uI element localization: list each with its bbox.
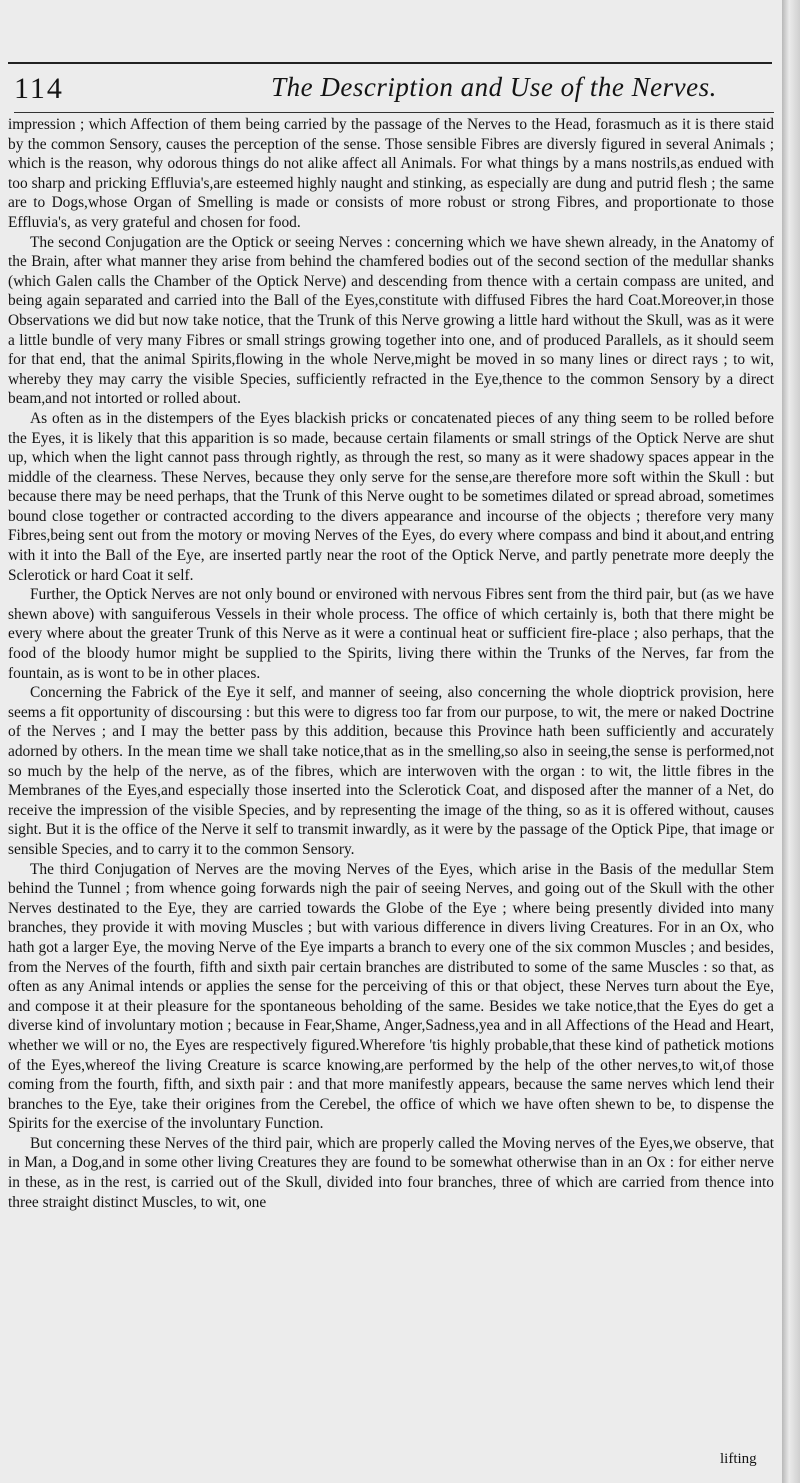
paragraph-distempers-of-eyes: As often as in the distempers of the Eyes blackish pricks or concatenated pieces of any thing seem to be rolled before the Eyes, it is likely that this apparition is so made, because certain filaments or small strings of the Optick Nerve are shut up, which when the light cannot pass through rightly, as through the rest, so many as it were shadowy spaces appear in the middle of the clearness. These Nerves, because they only serve for the sense,are therefore more soft within the Skull : but because there may be need perhaps, that the Trunk of this Nerve ought to be sometimes dilated or spread abroad, sometimes bound close together or contracted according to the divers appearance and incourse of the objects ; therefore very many Fibres,being sent out from the motory or moving Nerves of the Eyes, do every where compass and bind it about,and entring with it into the Ball of the Eye, are inserted partly near the root of the Optick Nerve, and partly penetrate more deeply the Sclerotick or hard Coat it self. [8,409,774,584]
catchword: lifting [720,1451,757,1467]
page-header [14,66,774,110]
paragraph-smelling-continued: impression ; which Affection of them being carried by the passage of the Nerves to the Head, forasmuch as it is there staid by the common Sensory, causes the perception of the sense. Those sensible Fibres are diversly figured in several Animals ; which is the reason, why odorous things do not alike affect all Animals. For what things by a mans nostrils,as endued with too sharp and pricking Effluvia's,are esteemed highly naught and stinking, as especially are dung and putrid flesh ; the same are to Dogs,whose Organ of Smelling is made or consists of more robust or strong Fibres, and proportionate to those Effluvia's, as very grateful and chosen for food. [8,116,774,231]
top-rule [8,62,772,64]
paragraph-third-pair-nerves: But concerning these Nerves of the third pair, which are properly called the Moving nerves of the Eyes,we observe, that in Man, a Dog,and in some other living Creatures they are found to be somewhat otherwise than in an Ox : for either nerve in these, as in the rest, is carried out of the Skull, divided into four branches, three of which are carried from thence into three straight distinct Muscles, to wit, one [8,1134,774,1211]
paragraph-fabrick-of-eye: Concerning the Fabrick of the Eye it self, and manner of seeing, also concerning the whole dioptrick provision, here seems a fit opportunity of discoursing : but this were to digress too far from our purpose, to wit, the mere or naked Doctrine of the Nerves ; and I may the better pass by this addition, because this Province hath been sufficiently and accurately adorned by others. In the mean time we shall take notice,that as in the smelling,so also in seeing,the sense is performed,not so much by the help of the nerve, as of the fibres, which are interwoven with the organ : to wit, the little fibres in the Membranes of the Eyes,and especially those inserted into the Sclerotick Coat, and disposed after the manner of a Net, do receive the impression of the visible Species, and by representing the image of the thing, so as it is offered without, causes sight. But it is the office of the Nerve it self to transmit inwardly, as it were by the passage of the Optick Pipe, that image or sensible Species, and to carry it to the common Sensory. [8,684,774,858]
header-rule [14,112,774,113]
paragraph-optick-nerves-vessels: Further, the Optick Nerves are not only bound or environed with nervous Fibres sent from the third pair, but (as we have shewn above) with sanguiferous Vessels in their whole process. The office of which certainly is, both that there might be every where about the greater Trunk of this Nerve as it were a continual heat or sufficient fire-place ; also perhaps, that the food of the bloody humor might be supplied to the Spirits, living there within the Trunks of the Nerves, far from the fountain, as is wont to be in other places. [8,586,774,682]
paragraph-second-conjugation: The second Conjugation are the Optick or seeing Nerves : concerning which we have shewn already, in the Anatomy of the Brain, after what manner they arise from behind the chamfered bodies out of the second section of the medullar shanks (which Galen calls the Chamber of the Optick Nerve) and descending from thence with a certain compass are united, and being again separated and carried into the Ball of the Eyes,constitute with diffused Fibres the hard Coat.Moreover,in those Observations we did but now take notice, that the Trunk of this Nerve growing a little hard without the Skull, was as it were a little bundle of very many Fibres or small strings growing together into one, and of produced Parallels, as it should seem for that end, that the animal Spirits,flowing in the whole Nerve,might be moved in so many lines or direct rays ; to wit, whereby they may carry the visible Species, sufficiently refracted in the Eye,thence to the common Sensory by a direct beam,and not intorted or rolled about. [8,233,774,408]
body-text [8,115,774,1212]
running-head: The Description and Use of the Nerves. [271,72,717,102]
page-number: 114 [14,72,64,105]
page-edge-shadow [782,0,800,1483]
paragraph-third-conjugation: The third Conjugation of Nerves are the moving Nerves of the Eyes, which arise in the Basis of the medullar Stem behind the Tunnel ; from whence going forwards nigh the pair of seeing Nerves, and going out of the Skull with the other Nerves destinated to the Eye, they are carried towards the Globe of the Eye ; where being presently divided into many branches, they provide it with moving Muscles ; but with various difference in divers living Creatures. For in an Ox, who hath got a larger Eye, the moving Nerve of the Eye imparts a branch to every one of the six common Muscles ; and besides, from the Nerves of the fourth, fifth and sixth pair certain branches are distributed to some of the same Muscles : so that, as often as any Animal intends or applies the sense for the perceiving of this or that object, these Nerves turn about the Eye, and compose it at their pleasure for the spontaneous beholding of the same. Besides we take notice,that the Eyes do get a diverse kind of involuntary motion ; because in Fear,Shame, Anger,Sadness,yea and in all Affections of the Head and Heart, whether we will or no, the Eyes are respectively figured.Wherefore 'tis highly probable,that these kind of pathetick motions of the Eyes,whereof the living Creature is scarce knowing,are performed by the help of the other nerves,to wit,of those coming from the fourth, fifth, and sixth pair : and that more manifestly appears, because the same nerves which lend their branches to the Eye, take their origines from the Cerebel, the office of which we have often shewn to be, to dispense the Spirits for the exercise of the involuntary Function. [8,860,774,1133]
